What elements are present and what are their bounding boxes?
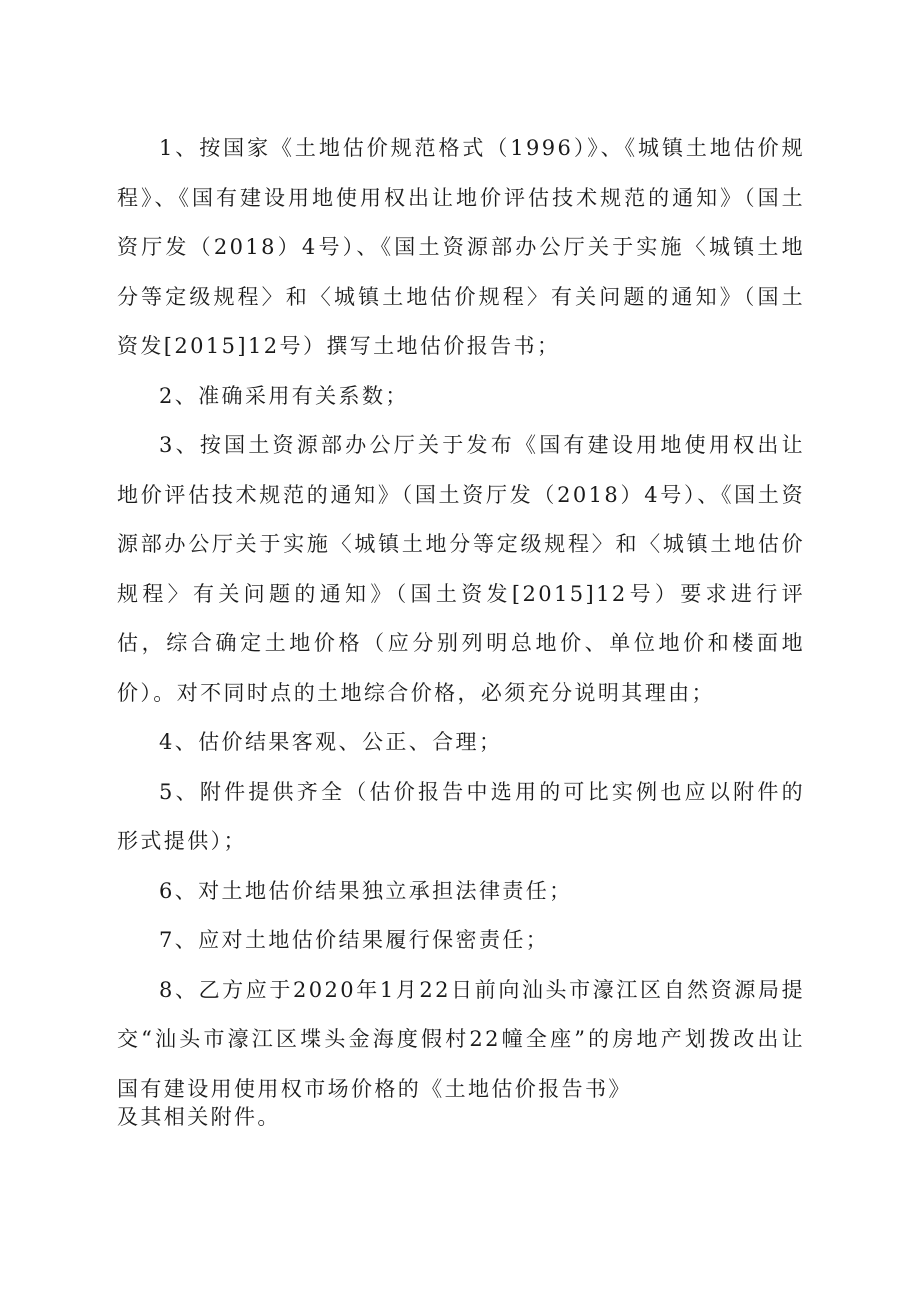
paragraph-1: 1、按国家《土地估价规范格式（1996）》、《城镇土地估价规程》、《国有建设用地使用权出让地价评估技术规范的通知》（国土资厅发（2018）4号）、《国土资源部办公厅关于实施〈城镇土地分等定级规程〉和〈城镇土地估价规程〉有关问题的通知》（国土资发[2015]12号）撰写土地估价报告书；: [117, 136, 805, 358]
document-body: [117, 124, 805, 1134]
paragraph-4: 4、估价结果客观、公正、合理；: [159, 730, 503, 754]
paragraph-7: 7、应对土地估价结果履行保密责任；: [159, 928, 550, 952]
paragraph-5: 5、附件提供齐全（估价报告中选用的可比实例也应以附件的形式提供）；: [117, 779, 805, 853]
paragraph-3: 3、按国土资源部办公厅关于发布《国有建设用地使用权出让地价评估技术规范的通知》（国土资厅发（2018）4号）、《国土资源部办公厅关于实施〈城镇土地分等定级规程〉和〈城镇土地估价规程〉有关问题的通知》（国土资发[2015]12号）要求进行评估，综合确定土地价格（应分别列明总地价、单位地价和楼面地价）。对不同时点的土地综合价格，必须充分说明其理由；: [117, 433, 805, 705]
paragraph-8-tail: 及其相关附件。: [117, 1105, 281, 1129]
paragraph-6: 6、对土地估价结果独立承担法律责任；: [159, 878, 573, 903]
paragraph-8: 8、乙方应于2020年1月22日前向汕头市濠江区自然资源局提交“汕头市濠江区堞头金海度假村22幢全座”的房地产划拨改出让国有建设用使用权市场价格的《土地估价报告书》: [117, 977, 805, 1101]
paragraph-2: 2、准确采用有关系数；: [159, 383, 409, 408]
